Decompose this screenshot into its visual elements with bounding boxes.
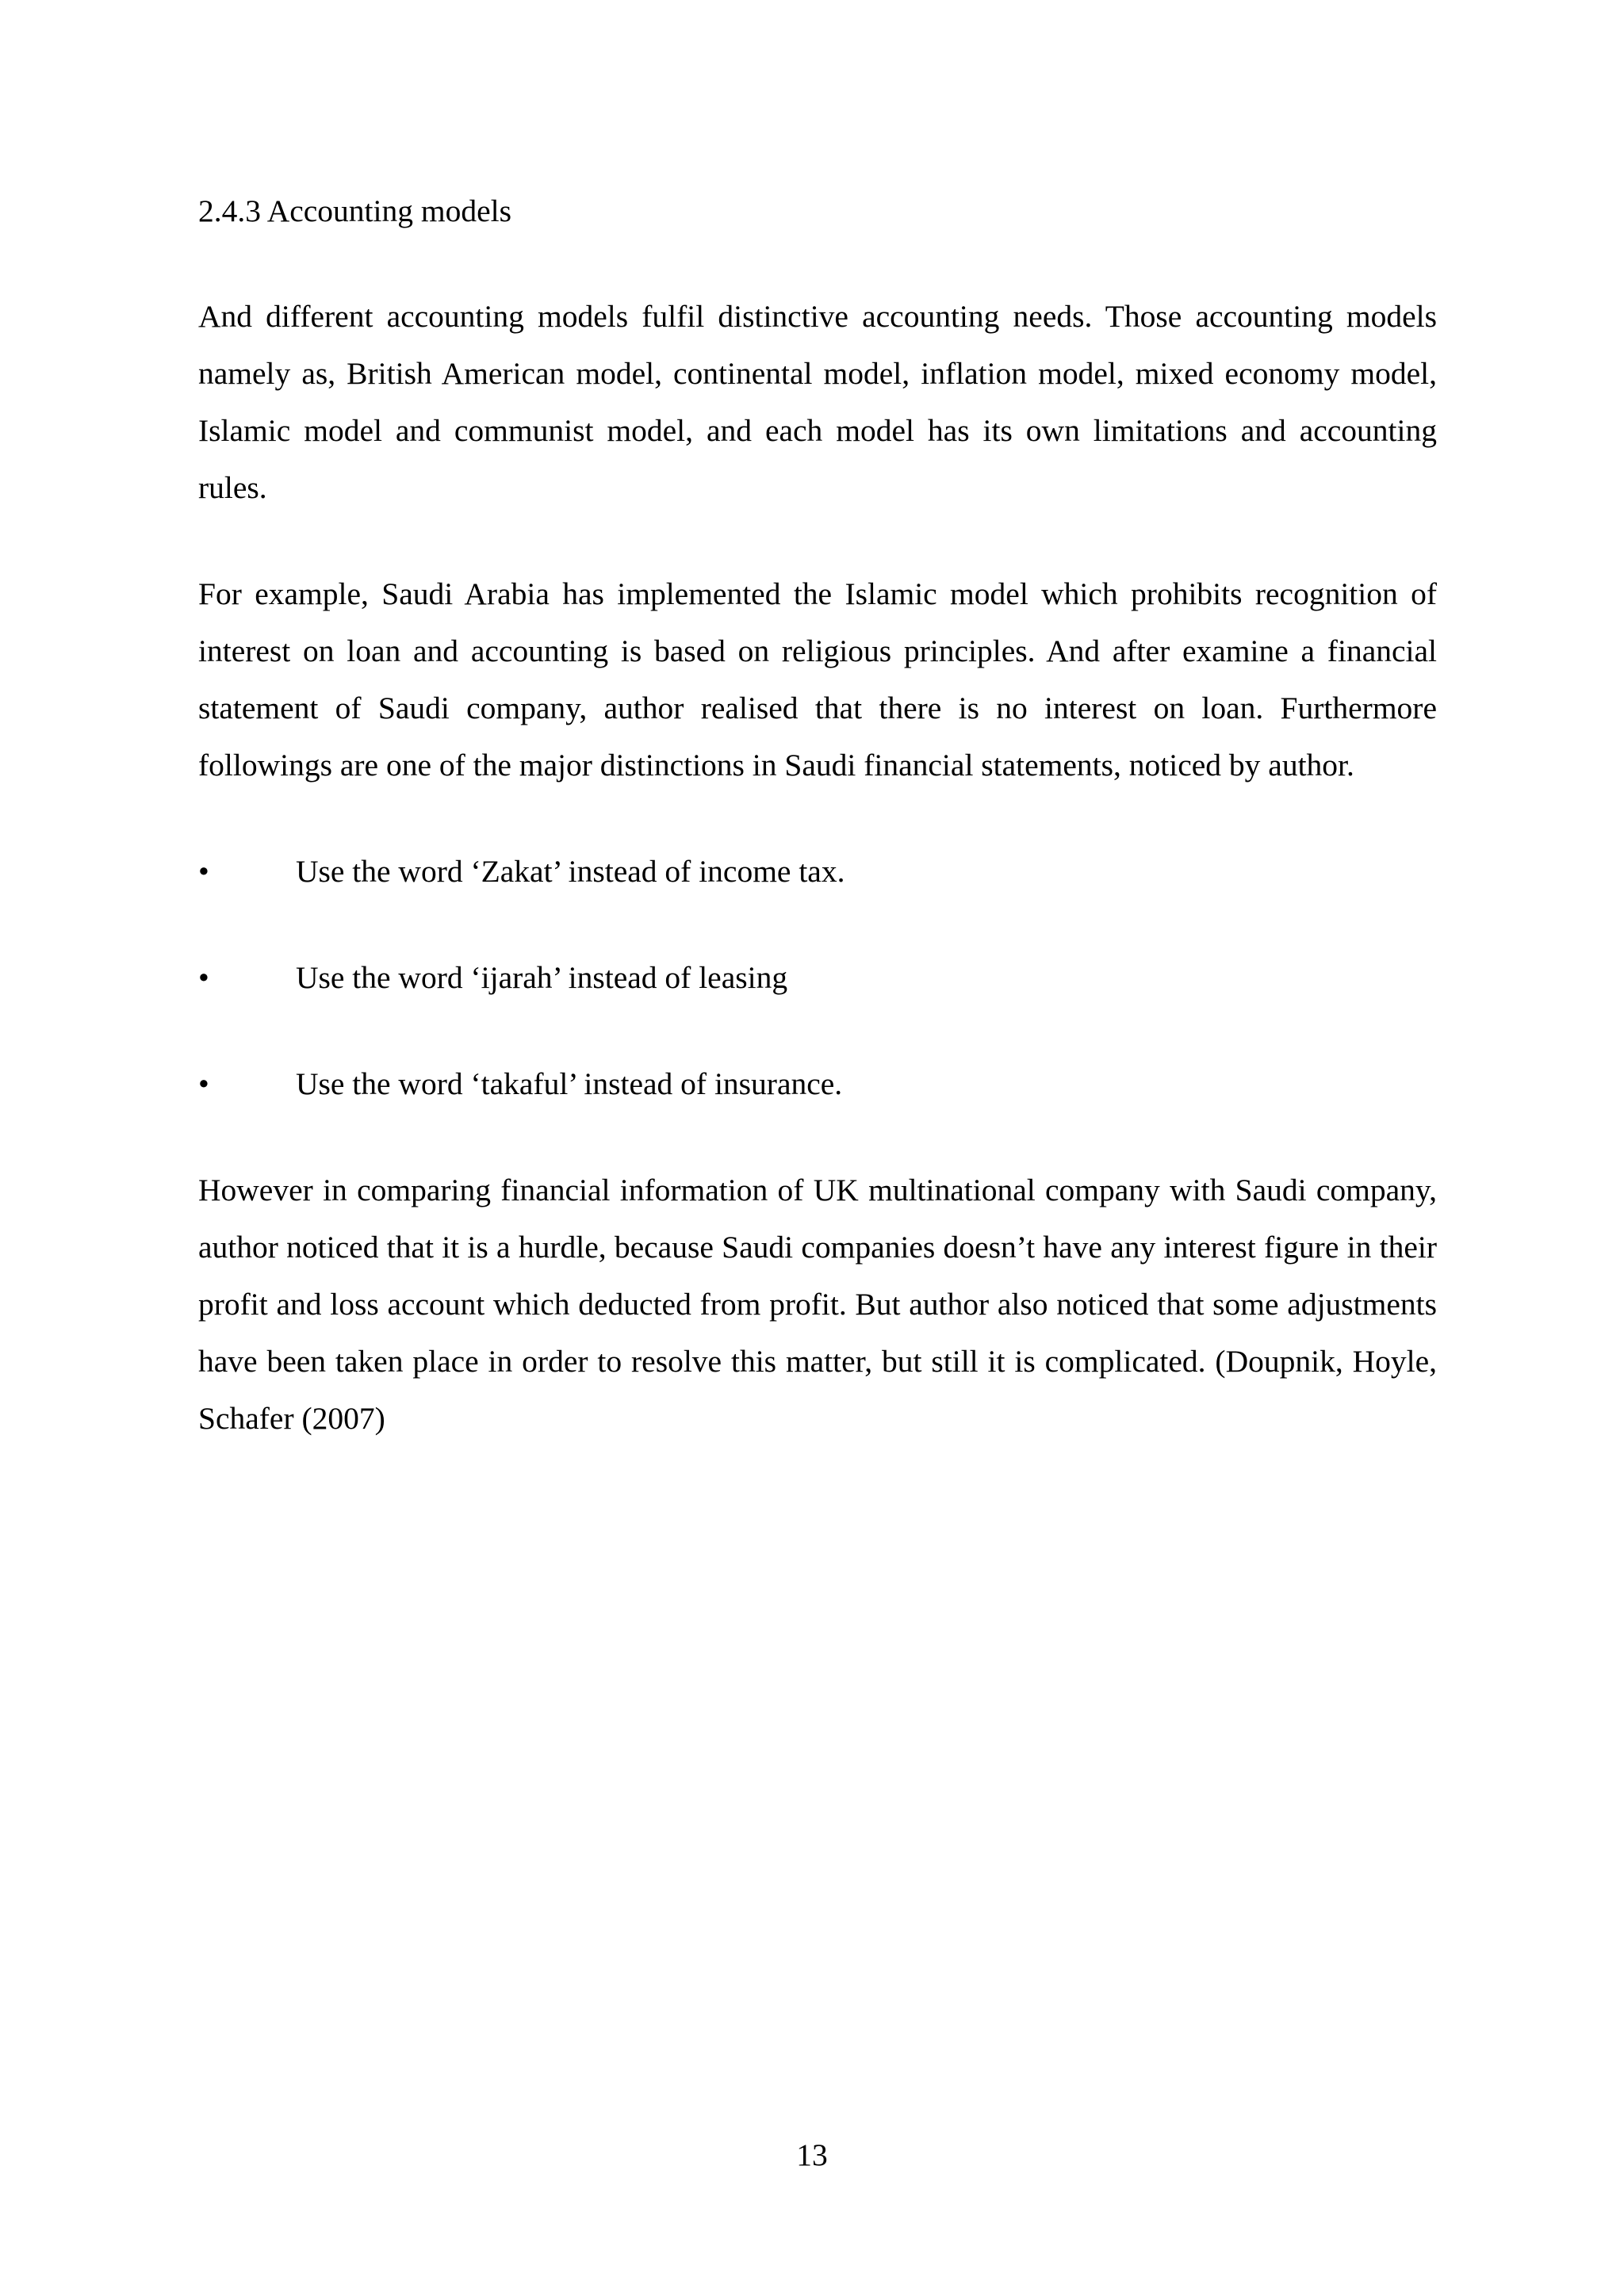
paragraph-comparison: However in comparing financial information of UK multinational company with Saudi company, author noticed that it is a hurdle, because Saudi companies doesn’t have any interest figure in their profit and loss account which deducted from profit. But author also noticed that some adjustments have been taken place in order to resolve this matter, but still it is complicated. (Doupnik, Hoyle, Schafer (2007) (198, 1173, 1437, 1436)
bullet-icon: • (198, 960, 209, 995)
spacer (198, 794, 1437, 843)
spacer (198, 516, 1437, 565)
list-item-text: Use the word ‘Zakat’ instead of income tax. (296, 854, 845, 889)
list-item-text: Use the word ‘ijarah’ instead of leasing (296, 960, 788, 995)
list-item (198, 949, 1437, 1006)
page-content (198, 182, 1437, 1447)
page-number: 13 (796, 2137, 828, 2172)
bullet-list (198, 843, 1437, 1112)
spacer (198, 239, 1437, 288)
paragraph-saudi-example: For example, Saudi Arabia has implemented the Islamic model which prohibits recognition of interest on loan and accounting is based on religious principles. And after examine a financial statement of Saudi company, author realised that there is no interest on loan. Furthermore followings are one of the major distinctions in Saudi financial statements, noticed by author. (198, 576, 1437, 783)
list-item-text: Use the word ‘takaful’ instead of insurance. (296, 1066, 843, 1101)
list-item (198, 843, 1437, 900)
paragraph-accounting-models: And different accounting models fulfil distinctive accounting needs. Those accounting models namely as, British American model, continental model, inflation model, mixed economy model, Islamic model and communist model, and each model has its own limitations and accounting rules. (198, 299, 1437, 505)
bullet-icon: • (198, 854, 209, 889)
bullet-icon: • (198, 1066, 209, 1101)
section-heading: 2.4.3 Accounting models (198, 193, 511, 228)
list-item (198, 1055, 1437, 1112)
